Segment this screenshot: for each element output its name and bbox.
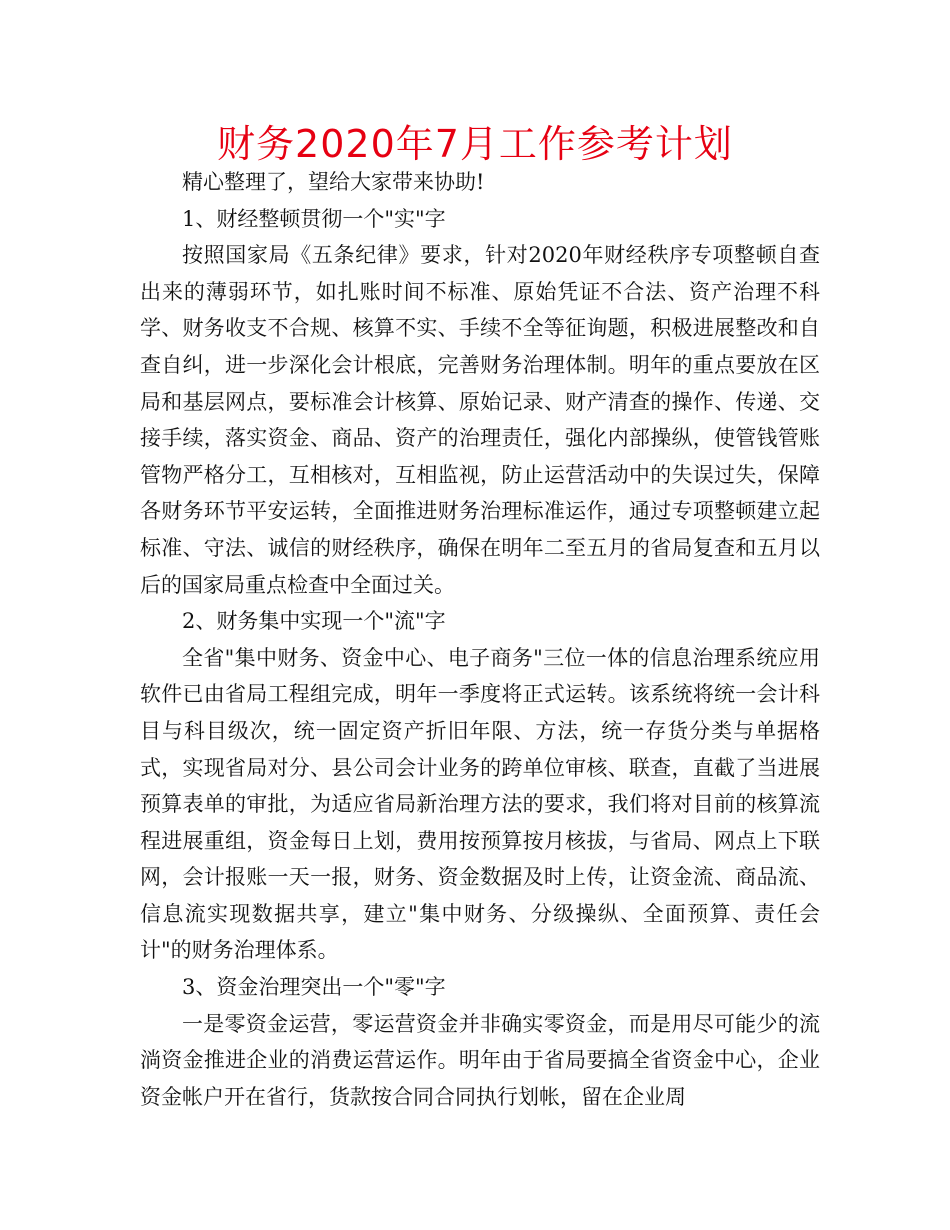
document-title: 财务2020年7月工作参考计划 [217, 122, 733, 166]
intro-paragraph: 精心整理了，望给大家带来协助! [182, 170, 485, 194]
section-heading-1: 1、财经整顿贯彻一个"实"字 [182, 206, 446, 231]
section-heading-2: 2、财务集中实现一个"流"字 [182, 609, 446, 634]
document-body [140, 164, 820, 1115]
section-heading-3: 3、资金治理突出一个"零"字 [182, 975, 446, 1000]
section-paragraph-1: 按照国家局《五条纪律》要求，针对2020年财经秩序专项整顿自查出来的薄弱环节，如扎账时间不标准、原始凭证不合法、资产治理不科学、财务收支不合规、核算不实、手续不全等征询题，积极进展整改和自查自纠，进一步深化会计根底，完善财务治理体制。明年的重点要放在区局和基层网点，要标准会计核算、原始记录、财产清查的操作、传递、交接手续，落实资金、商品、资产的治理责任，强化内部操纵，使管钱管账管物严格分工，互相核对，互相监视，防止运营活动中的失误过失，保障各财务环节平安运转，全面推进财务治理标准运作，通过专项整顿建立起标准、守法、诚信的财经秩序，确保在明年二至五月的省局复查和五月以后的国家局重点检查中全面过关。 [140, 243, 820, 597]
section-paragraph-3: 一是零资金运营，零运营资金并非确实零资金，而是用尽可能少的流淌资金推进企业的消费运营运作。明年由于省局要搞全省资金中心，企业资金帐户开在省行，货款按合同合同执行划帐，留在企业周 [140, 1011, 820, 1109]
section-paragraph-2: 全省"集中财务、资金中心、电子商务"三位一体的信息治理系统应用软件已由省局工程组完成，明年一季度将正式运转。该系统将统一会计科目与科目级次，统一固定资产折旧年限、方法，统一存货分类与单据格式，实现省局对分、县公司会计业务的跨单位审核、联查，直截了当进展预算表单的审批，为适应省局新治理方法的要求，我们将对目前的核算流程进展重组，资金每日上划，费用按预算按月核拔，与省局、网点上下联网，会计报账一天一报，财务、资金数据及时上传，让资金流、商品流、信息流实现数据共享，建立"集中财务、分级操纵、全面预算、责任会计"的财务治理体系。 [140, 645, 820, 963]
